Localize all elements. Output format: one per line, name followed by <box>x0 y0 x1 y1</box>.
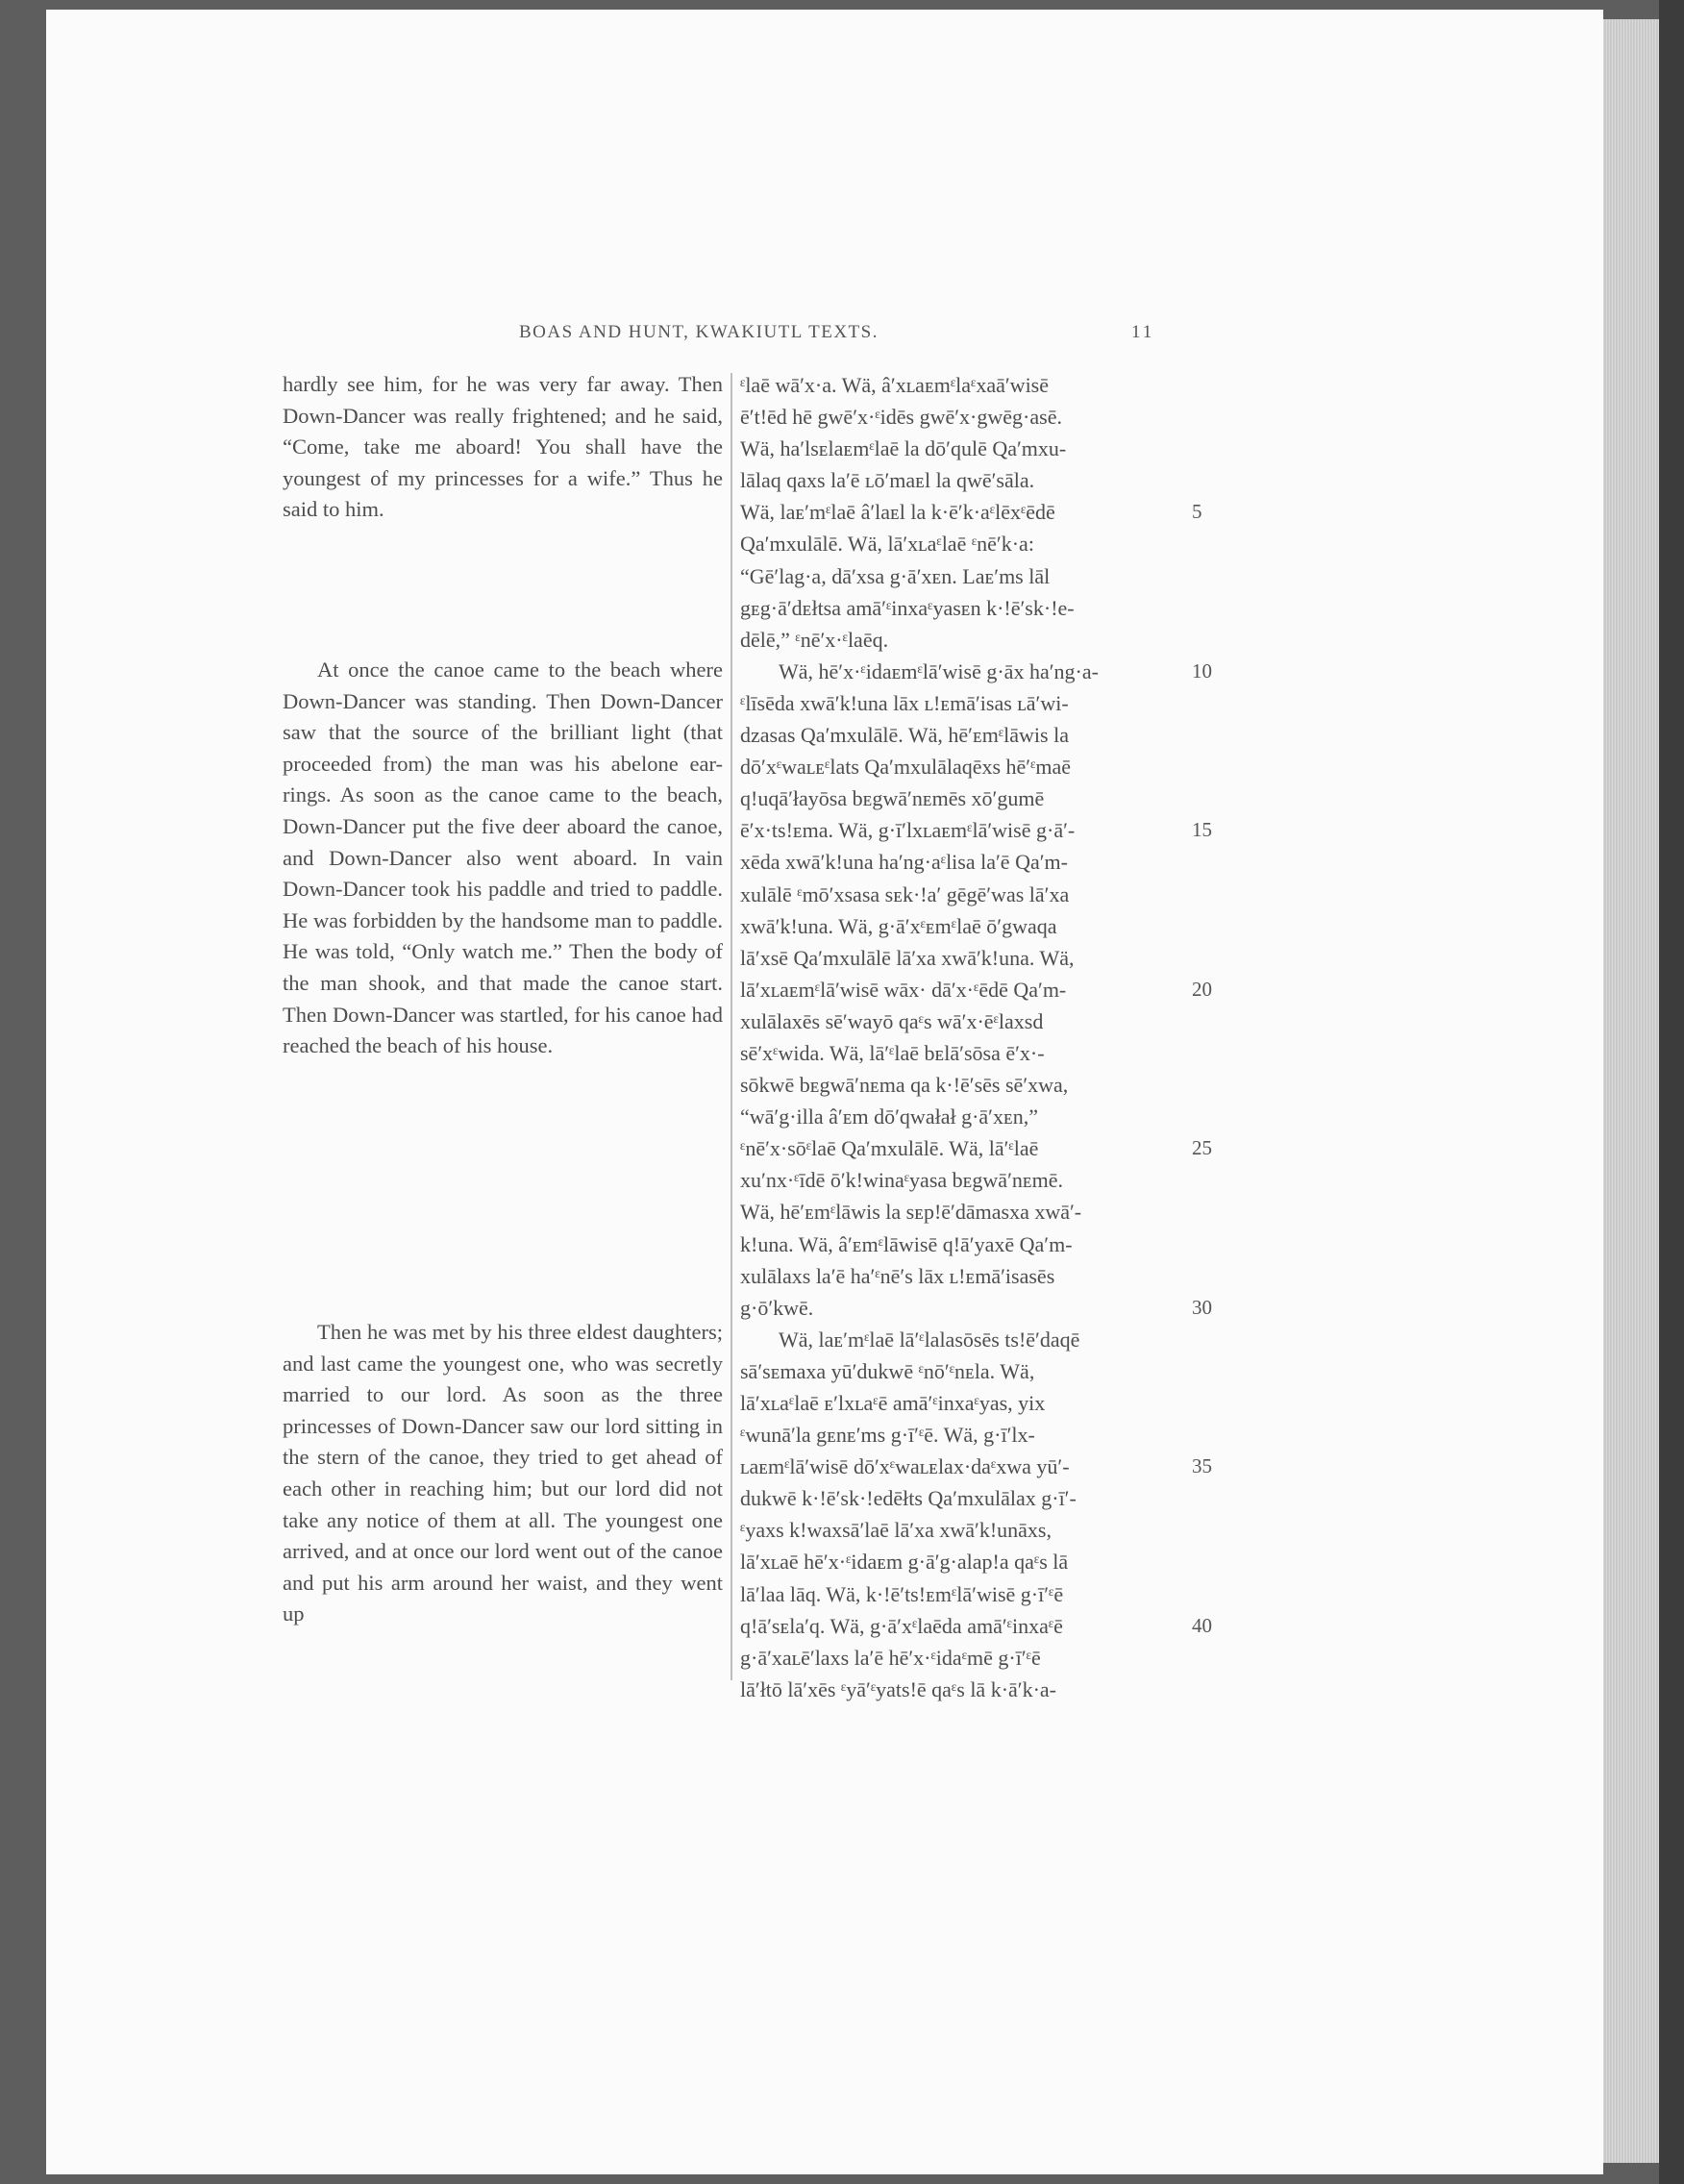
kwakiutl-line: Wä, ha′lsᴇlaᴇmᵋlaē la dō′qulē Qa′mxu- <box>740 436 1067 461</box>
line-number: 25 <box>1192 1136 1212 1160</box>
kwakiutl-line: lā′xʟaᵋlaē ᴇ′lxʟaᵋē amā′ᵋinxaᵋyas, yix <box>740 1391 1046 1415</box>
kwakiutl-line: lā′xʟaᴇmᵋlā′wisē wāx· dā′x·ᵋēdē Qa′m- <box>740 977 1067 1002</box>
kwakiutl-line: lā′laa lāq. Wä, k·!ē′ts!ᴇmᵋlā′wisē g·ī′ᵋē <box>740 1581 1064 1606</box>
kwakiutl-line: ᵋlaē wā′x·a. Wä, â′xʟaᴇmᵋlaᵋxaā′wisē <box>740 373 1050 397</box>
line-number: 5 <box>1192 500 1202 524</box>
english-paragraph-3 <box>283 1317 723 1630</box>
english-text: At once the canoe came to the beach where Down-Dancer was standing. Then Down-Dancer saw that the source of the brilliant light (that proceeded from) the man was his abelone ear-rings. As soon as the canoe came to the beach, Down-Dancer put the five deer aboard the canoe, and Down-Dancer also went aboard. In vain Down-Dancer took his paddle and tried to paddle. He was forbidden by the handsome man to paddle. He was told, “Only watch me.” Then the body of the man shook, and that made the canoe start. Then Down-Dancer was startled, for his canoe had reached the beach of his house. <box>283 658 723 1058</box>
kwakiutl-line: xwā′k!una. Wä, g·ā′xᵋᴇmᵋlaē ō′gwaqa <box>740 913 1057 938</box>
kwakiutl-line: lā′xsē Qa′mxulālē lā′xa xwā′k!una. Wä, <box>740 945 1075 970</box>
line-number: 10 <box>1192 658 1212 682</box>
kwakiutl-line: gᴇg·ā′dᴇłtsa amā′ᵋinxaᵋyasᴇn k·!ē′sk·!e- <box>740 595 1075 620</box>
kwakiutl-line: dzasas Qa′mxulālē. Wä, hē′ᴇmᵋlāwis la <box>740 723 1069 748</box>
kwakiutl-line: xēda xwā′k!una ha′ng·aᵋlisa la′ē Qa′m- <box>740 850 1068 875</box>
kwakiutl-line: q!uqā′łayōsa bᴇgwā′nᴇmēs xō′gumē <box>740 786 1045 811</box>
kwakiutl-line: ᵋyaxs k!waxsā′laē lā′xa xwā′k!unāxs, <box>740 1518 1052 1543</box>
kwakiutl-line: Qa′mxulālē. Wä, lā′xʟaᵋlaē ᵋnē′k·a: <box>740 532 1034 557</box>
english-text: hardly see him, for he was very far away. Then Down-Dancer was really frightened; and he said, “Come, take me aboard! You shall have the youngest of my princesses for a wife.” Thus he said to him. <box>283 372 723 522</box>
kwakiutl-line: k!una. Wä, â′ᴇmᵋlāwisē q!ā′yaxē Qa′m- <box>740 1231 1073 1256</box>
kwakiutl-line: g·ā′xaʟē′laxs la′ē hē′x·ᵋidaᵋmē g·ī′ᵋē <box>740 1645 1041 1670</box>
kwakiutl-line: xulālē ᵋmō′xsasa sᴇk·!a′ gēgē′was lā′xa <box>740 881 1070 906</box>
kwakiutl-line: ʟaᴇmᵋlā′wisē dō′xᵋwaʟᴇlax·daᵋxwa yū′- <box>740 1454 1070 1479</box>
column-divider <box>731 373 732 1680</box>
page-number: 11 <box>1131 322 1155 342</box>
kwakiutl-line: dēlē,” ᵋnē′x·ᵋlaēq. <box>740 627 889 652</box>
running-head: BOAS AND HUNT, KWAKIUTL TEXTS. <box>519 322 879 342</box>
kwakiutl-line: Wä, laᴇ′mᵋlaē lā′ᵋlalasōsēs ts!ē′daqē <box>779 1327 1080 1352</box>
kwakiutl-line: ᵋnē′x·sōᵋlaē Qa′mxulālē. Wä, lā′ᵋlaē <box>740 1136 1039 1161</box>
line-number: 35 <box>1192 1454 1212 1478</box>
kwakiutl-line: ē′t!ēd hē gwē′x·ᵋidēs gwē′x·gwēg·asē. <box>740 405 1062 430</box>
kwakiutl-line: xulālaxs la′ē ha′ᵋnē′s lāx ʟ!ᴇmā′isasēs <box>740 1263 1055 1288</box>
kwakiutl-line: “Gē′lag·a, dā′xsa g·ā′xᴇn. Laᴇ′ms lāl <box>740 563 1051 588</box>
line-number: 30 <box>1192 1295 1212 1319</box>
kwakiutl-line: xu′nx·ᵋīdē ō′k!winaᵋyasa bᴇgwā′nᴇmē. <box>740 1168 1064 1193</box>
kwakiutl-line: lā′łtō lā′xēs ᵋyā′ᵋyats!ē qaᵋs lā k·ā′k·a- <box>740 1676 1057 1701</box>
kwakiutl-line: Wä, hē′ᴇmᵋlāwis la sᴇp!ē′dāmasxa xwā′- <box>740 1200 1082 1225</box>
kwakiutl-line: ᵋwunā′la gᴇnᴇ′ms g·ī′ᵋē. Wä, g·ī′lx- <box>740 1423 1035 1448</box>
line-number: 20 <box>1192 977 1212 1001</box>
kwakiutl-line: lālaq qaxs la′ē ʟō′maᴇl la qwē′sāla. <box>740 468 1035 493</box>
kwakiutl-line: lā′xʟaē hē′x·ᵋidaᴇm g·ā′g·alap!a qaᵋs lā <box>740 1550 1069 1575</box>
kwakiutl-line: ē′x·ts!ᴇma. Wä, g·ī′lxʟaᴇmᵋlā′wisē g·ā′- <box>740 818 1076 843</box>
english-paragraph-2 <box>283 655 723 1062</box>
kwakiutl-line: sē′xᵋwida. Wä, lā′ᵋlaē bᴇlā′sōsa ē′x·- <box>740 1040 1045 1065</box>
kwakiutl-line: dukwē k·!ē′sk·!edēłts Qa′mxulālax g·ī′- <box>740 1486 1077 1511</box>
book-edge-shadow <box>1659 0 1684 2184</box>
kwakiutl-line: xulālaxēs sē′wayō qaᵋs wā′x·ēᵋlaxsd <box>740 1008 1044 1033</box>
kwakiutl-line: dō′xᵋwaʟᴇᵋlats Qa′mxulālaqēxs hē′ᵋmaē <box>740 755 1072 780</box>
kwakiutl-line: “wā′g·illa â′ᴇm dō′qwałał g·ā′xᴇn,” <box>740 1104 1039 1129</box>
line-number: 15 <box>1192 818 1212 842</box>
kwakiutl-line: sā′sᴇmaxa yū′dukwē ᵋnō′ᵋnᴇla. Wä, <box>740 1358 1035 1383</box>
kwakiutl-line: q!ā′sᴇla′q. Wä, g·ā′xᵋlaēda amā′ᵋinxaᵋē <box>740 1613 1063 1638</box>
kwakiutl-line: Wä, hē′x·ᵋidaᴇmᵋlā′wisē g·āx ha′ng·a- <box>779 658 1099 683</box>
english-text: Then he was met by his three eldest daughters; and last came the youngest one, who was secretly married to our lord. As soon as the three princesses of Down-Dancer saw our lord sitting in the stern of the canoe, they tried to get ahead of each other in reaching him; but our lord did not take any notice of them at all. The youngest one arrived, and at once our lord went out of the canoe and put his arm around her waist, and they went up <box>283 1320 723 1626</box>
page-stack-edges <box>1603 19 1659 2163</box>
kwakiutl-column <box>740 369 1197 1705</box>
english-paragraph-1 <box>283 369 723 526</box>
kwakiutl-line: ᵋlīsēda xwā′k!una lāx ʟ!ᴇmā′isas ʟā′wi- <box>740 690 1069 715</box>
kwakiutl-line: g·ō′kwē. <box>740 1295 814 1320</box>
kwakiutl-line: sōkwē bᴇgwā′nᴇma qa k·!ē′sēs sē′xwa, <box>740 1073 1069 1098</box>
kwakiutl-line: Wä, laᴇ′mᵋlaē â′laᴇl la k·ē′k·aᵋlēxᵋēdē <box>740 500 1055 525</box>
line-number: 40 <box>1192 1613 1212 1637</box>
